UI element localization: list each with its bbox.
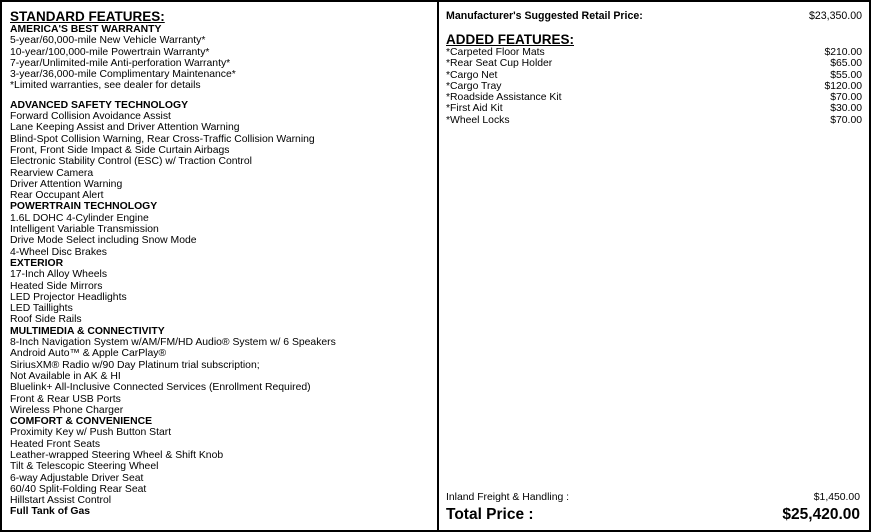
feature-item: Tilt & Telescopic Steering Wheel [10,461,159,473]
feature-item: Hillstart Assist Control [10,495,112,507]
feature-item: Blind-Spot Collision Warning, Rear Cross-Traffic Collision Warning [10,133,315,145]
feature-item: 3-year/36,000-mile Complimentary Maintenance* [10,69,236,81]
section-heading: MULTIMEDIA & CONNECTIVITY [10,325,165,337]
feature-item: 1.6L DOHC 4-Cylinder Engine [10,212,149,224]
feature-item: 60/40 Split-Folding Rear Seat [10,483,147,495]
feature-item: 17-Inch Alloy Wheels [10,269,108,281]
added-features-list [446,47,862,126]
totals-block [446,492,860,525]
feature-item: Not Available in AK & HI [10,370,121,382]
feature-item: 10-year/100,000-mile Powertrain Warranty* [10,46,210,58]
section-heading: AMERICA'S BEST WARRANTY [10,24,162,35]
added-feature-row [446,70,862,81]
standard-features-heading: STANDARD FEATURES: [10,9,165,24]
feature-item: 6-way Adjustable Driver Seat [10,472,144,484]
feature-item: Roof Side Rails [10,314,82,326]
msrp-value: $23,350.00 [808,10,862,22]
standard-features-list [10,24,430,506]
feature-item: Electronic Stability Control (ESC) w/ Traction Control [10,156,252,168]
feature-item: Front & Rear USB Ports [10,393,121,405]
freight-value: $1,450.00 [813,492,860,503]
feature-item: Bluelink+ All-Inclusive Connected Services (Enrollment Required) [10,382,311,394]
feature-item: SiriusXM® Radio w/90 Day Platinum trial subscription; [10,359,260,371]
added-feature-name: *Carpeted Floor Mats [446,47,545,58]
added-feature-row [446,58,862,69]
feature-item: Driver Attention Warning [10,178,123,190]
total-row [446,505,860,525]
msrp-row [446,10,862,23]
section-spacer [10,92,430,100]
section-heading: COMFORT & CONVENIENCE [10,416,153,428]
feature-item: 7-year/Unlimited-mile Anti-perforation Warranty* [10,57,231,69]
added-feature-row [446,92,862,103]
section-heading: ADVANCED SAFETY TECHNOLOGY [10,99,188,111]
added-feature-row [446,115,862,126]
feature-item: *Limited warranties, see dealer for details [10,80,201,92]
freight-row [446,492,860,504]
added-feature-name: *Wheel Locks [446,114,510,126]
feature-item: Heated Side Mirrors [10,280,103,292]
final-feature-item: Full Tank of Gas [10,506,91,518]
feature-item: Forward Collision Avoidance Assist [10,111,171,123]
feature-item: LED Projector Headlights [10,291,127,303]
feature-item: 4-Wheel Disc Brakes [10,246,108,258]
section-heading: POWERTRAIN TECHNOLOGY [10,201,158,213]
added-feature-name: *Cargo Tray [446,80,502,92]
feature-item: Proximity Key w/ Push Button Start [10,427,172,439]
added-feature-price: $30.00 [830,103,862,115]
added-feature-price: $120.00 [824,80,862,92]
feature-item: 5-year/60,000-mile New Vehicle Warranty* [10,35,206,47]
added-feature-name: *Rear Seat Cup Holder [446,58,553,70]
added-features-heading: ADDED FEATURES: [446,32,574,47]
feature-item: Intelligent Variable Transmission [10,224,159,236]
feature-item: Heated Front Seats [10,438,101,450]
added-feature-price: $70.00 [830,114,862,126]
feature-item: 8-Inch Navigation System w/AM/FM/HD Audio® System w/ 6 Speakers [10,337,336,349]
feature-item: Lane Keeping Assist and Driver Attention Warning [10,122,240,134]
column-divider [437,2,439,530]
added-feature-price: $70.00 [830,92,862,104]
added-feature-price: $55.00 [830,69,862,81]
added-feature-row [446,81,862,92]
feature-item: Drive Mode Select including Snow Mode [10,235,197,247]
total-value: $25,420.00 [782,506,860,523]
freight-label: Inland Freight & Handling : [446,492,570,503]
feature-item: LED Taillights [10,303,73,315]
feature-item: Rear Occupant Alert [10,190,104,202]
feature-item: Leather-wrapped Steering Wheel & Shift Knob [10,449,224,461]
added-feature-row [446,47,862,58]
pricing-column [446,10,862,126]
added-feature-price: $210.00 [824,47,862,58]
feature-item: Android Auto™ & Apple CarPlay® [10,348,167,360]
added-feature-name: *Roadside Assistance Kit [446,92,562,104]
feature-item: Wireless Phone Charger [10,404,124,416]
feature-item: Rearview Camera [10,167,94,179]
feature-item: Front, Front Side Impact & Side Curtain Airbags [10,144,230,156]
added-feature-row [446,103,862,114]
standard-features-column [10,9,430,518]
added-feature-name: *First Aid Kit [446,103,503,115]
added-feature-name: *Cargo Net [446,69,498,81]
msrp-label: Manufacturer's Suggested Retail Price: [446,10,643,22]
added-feature-price: $65.00 [830,58,862,70]
total-label: Total Price : [446,506,534,523]
section-heading: EXTERIOR [10,257,64,269]
